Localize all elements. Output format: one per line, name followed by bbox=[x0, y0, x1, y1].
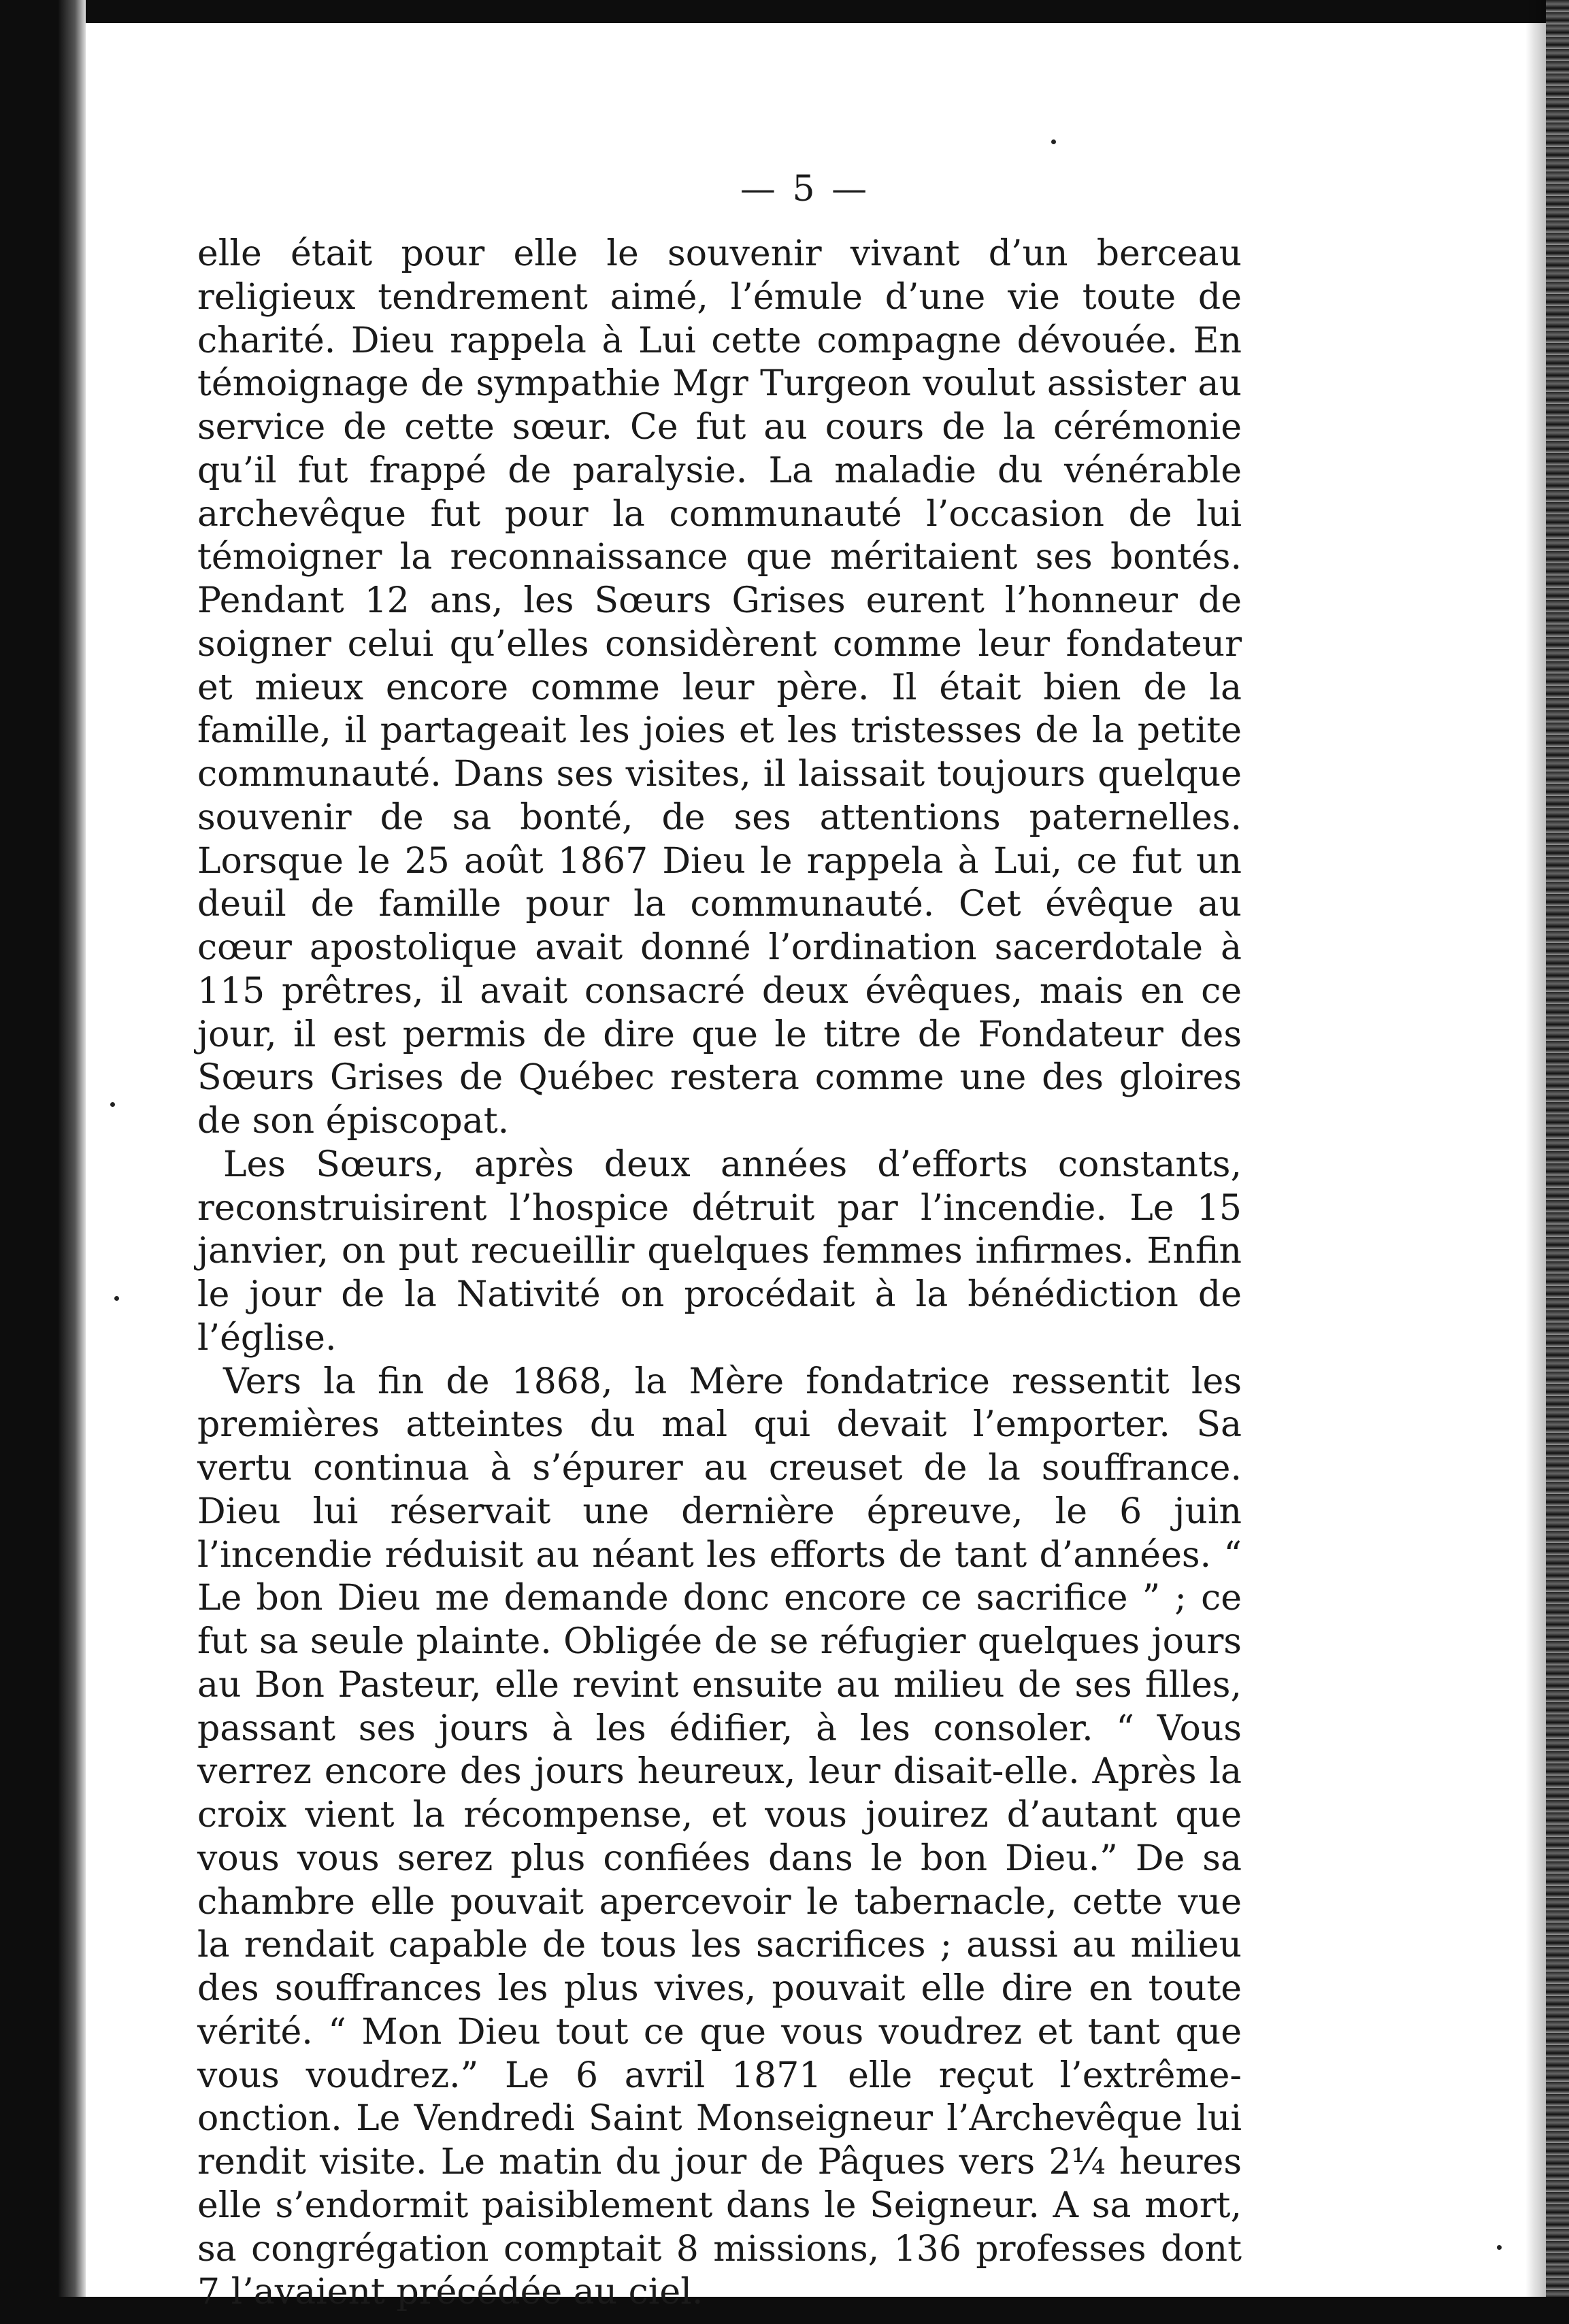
paragraph: Les Sœurs, après deux années d’efforts constants, reconstruisirent l’hospice détruit par l’incendie. Le 15 janvier, on put recueillir quelques femmes infirmes. Enfin le jour de la Nativité on procédait à la bénédiction de l’église. bbox=[197, 1144, 1242, 1359]
scan-border-top bbox=[0, 0, 1569, 23]
paragraph: Vers la fin de 1868, la Mère fondatrice ressentit les premières atteintes du mal qui devait l’emporter. Sa vertu continua à s’épurer au creuset de la souffrance. Dieu lui réservait une dernière épreuve, le 6 juin l’incendie réduisit au néant les efforts de tant d’années. “ Le bon Dieu me demande donc encore ce sacrifice ” ; ce fut sa seule plainte. Obligée de se réfugier quelques jours au Bon Pasteur, elle revint ensuite au milieu de ses filles, passant ses jours à les édifier, à les consoler. “ Vous verrez encore des jours heureux, leur disait-elle. Après la croix vient la récompense, et vous jouirez d’autant que vous vous serez plus confiées dans le bon Dieu.” De sa chambre elle pouvait apercevoir le tabernacle, cette vue la rendait capable de tous les sacrifices ; aussi au milieu des souffrances les plus vives, pouvait elle dire en toute vérité. “ Mon Dieu tout ce que vous voudrez et tant que vous voudrez.” Le 6 avril 1871 elle reçut l’extrême-onction. Le Vendredi Saint Monseigneur l’Archevêque lui rendit visite. Le matin du jour de Pâques vers 2¼ heures elle s’endormit paisiblement dans le Seigneur. A sa mort, sa congrégation comptait 8 missions, 136 professes dont 7 l’avaient précédée au ciel. bbox=[197, 1361, 1242, 2313]
scan-border-right-shadow bbox=[1525, 0, 1546, 2324]
paragraph: elle était pour elle le souvenir vivant d’un berceau religieux tendrement aimé, l’émule d’une vie toute de charité. Dieu rappela à Lui cette compagne dévouée. En témoignage de sympathie Mgr Turgeon voulut assister au service de cette sœur. Ce fut au cours de la cérémonie qu’il fut frappé de paralysie. La maladie du vénérable archevêque fut pour la communauté l’occasion de lui témoigner la reconnaissance que méritaient ses bontés. Pendant 12 ans, les Sœurs Grises eurent l’honneur de soigner celui qu’elles considèrent comme leur fondateur et mieux encore comme leur père. Il était bien de la famille, il partageait les joies et les tristesses de la petite communauté. Dans ses visites, il laissait toujours quelque souvenir de sa bonté, de ses attentions paternelles. Lorsque le 25 août 1867 Dieu le rappela à Lui, ce fut un deuil de famille pour la communauté. Cet évêque au cœur apostolique avait donné l’ordination sacerdotale à 115 prêtres, il avait consacré deux évêques, mais en ce jour, il est permis de dire que le titre de Fondateur des Sœurs Grises de Québec restera comme une des gloires de son épiscopat. bbox=[197, 233, 1242, 1142]
scan-speck bbox=[1497, 2245, 1502, 2250]
scan-border-right bbox=[1546, 0, 1569, 2324]
scan-speck bbox=[114, 1296, 119, 1301]
scan-border-left-edge bbox=[59, 0, 86, 2324]
scan-speck bbox=[1051, 139, 1056, 144]
body-text bbox=[197, 233, 1242, 2314]
page-number: — 5 — bbox=[740, 169, 870, 210]
scan-speck bbox=[110, 1102, 115, 1107]
